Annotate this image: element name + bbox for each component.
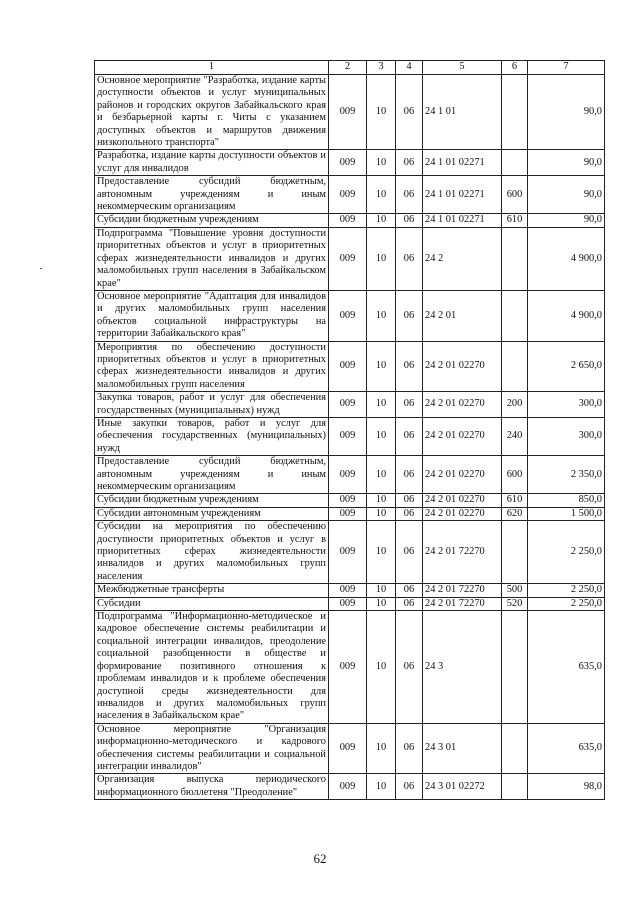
row-grbs-code: 009: [329, 417, 367, 455]
row-target-article: 24 2 01 02270: [423, 392, 502, 418]
row-target-article: 24 2 01 02270: [423, 507, 502, 520]
row-amount: 1 500,0: [528, 507, 605, 520]
row-target-article: 24 2 01 02270: [423, 341, 502, 392]
row-expense-type: [502, 341, 528, 392]
row-amount: 90,0: [528, 75, 605, 150]
row-amount: 635,0: [528, 611, 605, 724]
table-row: [95, 341, 605, 392]
page-number: 62: [313, 851, 327, 866]
row-amount: 2 250,0: [528, 521, 605, 584]
row-expense-type: [502, 521, 528, 584]
row-amount: 4 900,0: [528, 290, 605, 341]
row-section-code: 10: [367, 521, 396, 584]
row-target-article: 24 1 01 02271: [423, 214, 502, 227]
row-grbs-code: 009: [329, 611, 367, 724]
row-grbs-code: 009: [329, 597, 367, 610]
row-subsection-code: 06: [396, 494, 423, 507]
column-header: 5: [423, 61, 502, 75]
row-name: Предоставление субсидий бюджетным, автономным учреждениям и иным некоммерческим организациям: [95, 176, 329, 214]
row-amount: 90,0: [528, 176, 605, 214]
row-section-code: 10: [367, 150, 396, 176]
row-name: Субсидии бюджетным учреждениям: [95, 214, 329, 227]
row-expense-type: 520: [502, 597, 528, 610]
row-amount: 300,0: [528, 417, 605, 455]
row-grbs-code: 009: [329, 75, 367, 150]
row-name: Субсидии бюджетным учреждениям: [95, 494, 329, 507]
table-row: [95, 597, 605, 610]
row-amount: 98,0: [528, 774, 605, 800]
row-name: Субсидии: [95, 597, 329, 610]
row-grbs-code: 009: [329, 494, 367, 507]
row-target-article: 24 2 01 02270: [423, 417, 502, 455]
row-expense-type: [502, 150, 528, 176]
row-subsection-code: 06: [396, 611, 423, 724]
table-row: [95, 227, 605, 290]
column-header: 6: [502, 61, 528, 75]
table-header-row: [95, 61, 605, 75]
row-amount: 635,0: [528, 723, 605, 774]
row-name: Основное мероприятие "Адаптация для инвалидов и других маломобильных групп населения объектов социальной инфраструктуры на территории Забайкальского края": [95, 290, 329, 341]
row-target-article: 24 2: [423, 227, 502, 290]
row-expense-type: [502, 774, 528, 800]
row-grbs-code: 009: [329, 392, 367, 418]
table-row: [95, 584, 605, 597]
row-amount: 300,0: [528, 392, 605, 418]
row-grbs-code: 009: [329, 150, 367, 176]
table-row: [95, 417, 605, 455]
row-grbs-code: 009: [329, 723, 367, 774]
row-expense-type: [502, 611, 528, 724]
row-subsection-code: 06: [396, 176, 423, 214]
table-row: [95, 75, 605, 150]
row-target-article: 24 2 01 02270: [423, 456, 502, 494]
row-grbs-code: 009: [329, 214, 367, 227]
row-target-article: 24 1 01 02271: [423, 150, 502, 176]
table-row: [95, 611, 605, 724]
row-name: Иные закупки товаров, работ и услуг для обеспечения государственных (муниципальных) нужд: [95, 417, 329, 455]
table-row: [95, 723, 605, 774]
row-name: Предоставление субсидий бюджетным, автономным учреждениям и иным некоммерческим организациям: [95, 456, 329, 494]
row-subsection-code: 06: [396, 597, 423, 610]
row-subsection-code: 06: [396, 417, 423, 455]
row-name: Основное мероприятие "Организация информационно-методического и кадрового обеспечения системы реабилитации и социальной интеграции инвалидов": [95, 723, 329, 774]
row-target-article: 24 1 01 02271: [423, 176, 502, 214]
row-subsection-code: 06: [396, 227, 423, 290]
row-grbs-code: 009: [329, 774, 367, 800]
row-section-code: 10: [367, 584, 396, 597]
row-section-code: 10: [367, 774, 396, 800]
column-header: 1: [95, 61, 329, 75]
row-section-code: 10: [367, 494, 396, 507]
scan-mark: [40, 268, 42, 269]
row-target-article: 24 3 01: [423, 723, 502, 774]
row-amount: 2 250,0: [528, 597, 605, 610]
row-grbs-code: 009: [329, 507, 367, 520]
row-name: Основное мероприятие "Разработка, издание карты доступности объектов и услуг муниципальных районов и городских округов Забайкальского края и безбарьерной карты г. Читы с указанием доступных объектов и маршрутов движения низкопольного транспорта": [95, 75, 329, 150]
row-amount: 2 650,0: [528, 341, 605, 392]
row-subsection-code: 06: [396, 507, 423, 520]
row-expense-type: 200: [502, 392, 528, 418]
table-row: [95, 214, 605, 227]
table-row: [95, 290, 605, 341]
row-expense-type: 610: [502, 214, 528, 227]
row-subsection-code: 06: [396, 150, 423, 176]
row-grbs-code: 009: [329, 290, 367, 341]
row-section-code: 10: [367, 341, 396, 392]
row-section-code: 10: [367, 75, 396, 150]
row-expense-type: 600: [502, 176, 528, 214]
row-target-article: 24 3 01 02272: [423, 774, 502, 800]
row-section-code: 10: [367, 392, 396, 418]
table-row: [95, 507, 605, 520]
row-amount: 90,0: [528, 150, 605, 176]
row-target-article: 24 1 01: [423, 75, 502, 150]
row-amount: 2 250,0: [528, 584, 605, 597]
row-target-article: 24 2 01 72270: [423, 584, 502, 597]
row-target-article: 24 2 01: [423, 290, 502, 341]
table-row: [95, 392, 605, 418]
row-subsection-code: 06: [396, 456, 423, 494]
row-target-article: 24 2 01 72270: [423, 521, 502, 584]
row-subsection-code: 06: [396, 290, 423, 341]
table-row: [95, 150, 605, 176]
row-section-code: 10: [367, 611, 396, 724]
row-target-article: 24 2 01 02270: [423, 494, 502, 507]
row-name: Закупка товаров, работ и услуг для обеспечения государственных (муниципальных) нужд: [95, 392, 329, 418]
row-subsection-code: 06: [396, 341, 423, 392]
row-expense-type: 500: [502, 584, 528, 597]
row-section-code: 10: [367, 597, 396, 610]
row-section-code: 10: [367, 417, 396, 455]
row-name: Субсидии на мероприятия по обеспечению доступности приоритетных объектов и услуг в приоритетных сферах жизнедеятельности инвалидов и других маломобильных групп населения: [95, 521, 329, 584]
row-name: Подпрограмма "Повышение уровня доступности приоритетных объектов и услуг в приоритетных сферах жизнедеятельности инвалидов и других маломобильных групп населения в Забайкальском крае": [95, 227, 329, 290]
table-row: [95, 176, 605, 214]
row-grbs-code: 009: [329, 584, 367, 597]
row-grbs-code: 009: [329, 456, 367, 494]
row-grbs-code: 009: [329, 176, 367, 214]
row-subsection-code: 06: [396, 214, 423, 227]
row-expense-type: 620: [502, 507, 528, 520]
row-target-article: 24 3: [423, 611, 502, 724]
row-amount: 850,0: [528, 494, 605, 507]
row-subsection-code: 06: [396, 723, 423, 774]
row-target-article: 24 2 01 72270: [423, 597, 502, 610]
row-expense-type: 610: [502, 494, 528, 507]
row-amount: 90,0: [528, 214, 605, 227]
row-expense-type: [502, 723, 528, 774]
row-section-code: 10: [367, 456, 396, 494]
row-expense-type: 600: [502, 456, 528, 494]
row-amount: 2 350,0: [528, 456, 605, 494]
budget-table: [94, 60, 605, 800]
row-subsection-code: 06: [396, 774, 423, 800]
row-name: Разработка, издание карты доступности объектов и услуг для инвалидов: [95, 150, 329, 176]
table-row: [95, 774, 605, 800]
row-grbs-code: 009: [329, 227, 367, 290]
row-name: Организация выпуска периодического информационного бюллетеня "Преодоление": [95, 774, 329, 800]
column-header: 7: [528, 61, 605, 75]
row-expense-type: [502, 290, 528, 341]
row-section-code: 10: [367, 290, 396, 341]
row-section-code: 10: [367, 227, 396, 290]
row-subsection-code: 06: [396, 584, 423, 597]
row-name: Мероприятия по обеспечению доступности приоритетных объектов и услуг в приоритетных сферах жизнедеятельности инвалидов и других маломобильных групп населения: [95, 341, 329, 392]
row-section-code: 10: [367, 507, 396, 520]
row-expense-type: 240: [502, 417, 528, 455]
row-subsection-code: 06: [396, 521, 423, 584]
row-section-code: 10: [367, 214, 396, 227]
row-grbs-code: 009: [329, 521, 367, 584]
row-section-code: 10: [367, 723, 396, 774]
table-row: [95, 521, 605, 584]
row-name: Подпрограмма "Информационно-методическое и кадровое обеспечение системы реабилитации и социальной интеграции инвалидов, преодоление социальной разобщенности в обществе и формирование позитивного отношения к проблемам инвалидов и к проблеме обеспечения доступной среды жизнедеятельности для инвалидов и других маломобильных групп населения в Забайкальском крае": [95, 611, 329, 724]
row-name: Межбюджетные трансферты: [95, 584, 329, 597]
row-expense-type: [502, 227, 528, 290]
table-body: [95, 61, 605, 800]
column-header: 3: [367, 61, 396, 75]
table-row: [95, 494, 605, 507]
row-section-code: 10: [367, 176, 396, 214]
row-grbs-code: 009: [329, 341, 367, 392]
row-subsection-code: 06: [396, 75, 423, 150]
row-subsection-code: 06: [396, 392, 423, 418]
row-expense-type: [502, 75, 528, 150]
column-header: 2: [329, 61, 367, 75]
row-name: Субсидии автономным учреждениям: [95, 507, 329, 520]
row-amount: 4 900,0: [528, 227, 605, 290]
table-row: [95, 456, 605, 494]
column-header: 4: [396, 61, 423, 75]
